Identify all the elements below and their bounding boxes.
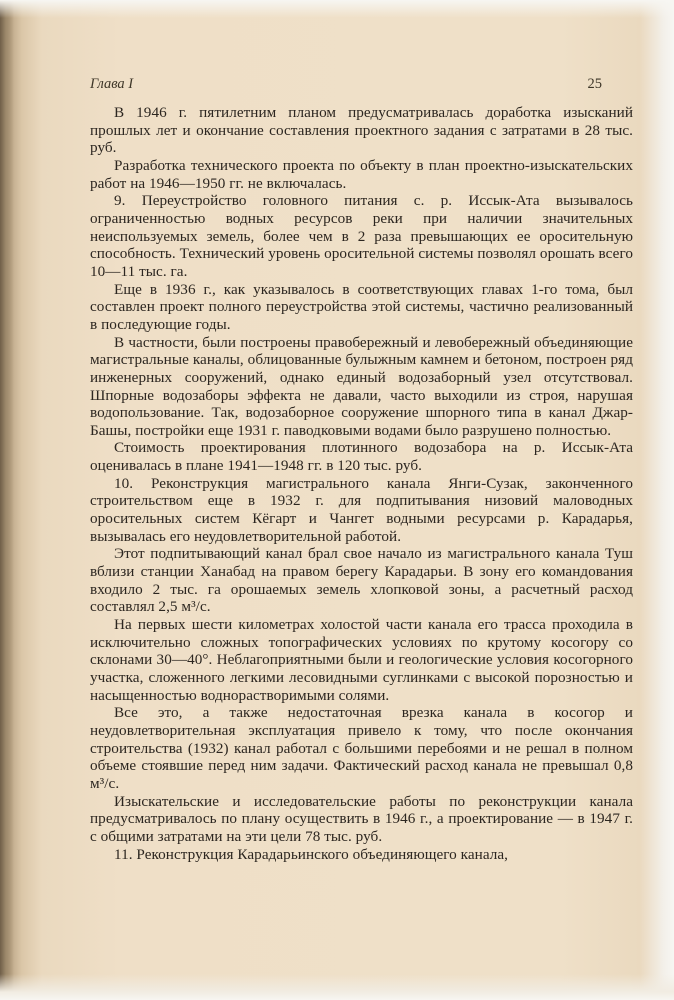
paragraph: Еще в 1936 г., как указывалось в соответствующих главах 1-го тома, был составлен проект полного переустройства этой системы, частично реализованный в последующие годы. xyxy=(90,280,633,333)
paragraph: Стоимость проектирования плотинного водозабора на р. Иссык-Ата оценивалась в плане 1941—1948 гг. в 120 тыс. руб. xyxy=(90,439,633,475)
paragraph: Этот подпитывающий канал брал свое начало из магистрального канала Туш вблизи станции Ханабад на правом берегу Карадарьи. В зону его командования входило 2 тыс. га орошаемых земель хлопковой зоны, а расчетный расход составлял 2,5 м³/с. xyxy=(90,545,633,616)
paragraph: Разработка технического проекта по объекту в план проектно-изыскательских работ на 1946—1950 гг. не включалась. xyxy=(90,156,633,192)
paragraph: В 1946 г. пятилетним планом предусматривалась доработка изысканий прошлых лет и окончание составления проектного задания с затратами в 28 тыс. руб. xyxy=(90,104,633,157)
paragraph: В частности, были построены правобережный и левобережный объединяющие магистральные каналы, облицованные булыжным камнем и бетоном, построен ряд инженерных сооружений, однако единый водозаборный узел отсутствовал. Шпорные водозаборы эффекта не давали, часто выходили из строя, нарушая водопользование. Так, водозаборное сооружение шпорного типа в канал Джар-Башы, постройки еще 1931 г. паводковыми водами было разрушено полностью. xyxy=(90,333,633,439)
book-spine-shadow xyxy=(0,0,14,1000)
paragraph: 9. Переустройство головного питания с. р. Иссык-Ата вызывалось ограниченностью водных ресурсов реки при наличии значительных неиспользуемых земель, более чем в 2 раза превышающих ее оросительную способность. Технический уровень оросительной системы позволял орошать всего 10—11 тыс. га. xyxy=(90,192,633,280)
page-number: 25 xyxy=(587,76,602,92)
paragraph: 11. Реконструкция Карадарьинского объединяющего канала, xyxy=(114,845,509,863)
paragraph: Изыскательские и исследовательские работы по реконструкции канала предусматривалось по плану осуществить в 1946 г., а проектирование — в 1947 г. с общими затратами на эти цели 78 тыс. руб. xyxy=(90,792,633,845)
page-top-edge xyxy=(0,0,674,18)
paragraph: На первых шести километрах холостой части канала его трасса проходила в исключительно сложных топографических условиях по крутому косогору со склонами 30—40°. Неблагоприятными были и геологические условия косогорного участка, сложенного легкими лесовидными суглинками с высокой порозностью и насыщенностью воднорастворимыми солями. xyxy=(90,616,633,704)
chapter-label: Глава I xyxy=(90,76,134,92)
running-header xyxy=(90,76,602,96)
paragraph: Все это, а также недостаточная врезка канала в косогор и неудовлетворительная эксплуатация привело к тому, что после окончания строительства (1932) канал работал с большими перебоями и не решал в полном объеме стоявшие перед ним задачи. Фактический расход канала не превышал 0,8 м³/с. xyxy=(90,704,633,792)
body-text xyxy=(90,104,633,863)
page-bottom-edge xyxy=(0,974,674,1000)
paragraph: 10. Реконструкция магистрального канала Янги-Сузак, законченного строительством еще в 1932 г. для подпитывания низовий маловодных оросительных систем Кёгарт и Чангет водными ресурсами р. Карадарья, вызывалась его неудовлетворительной работой. xyxy=(90,474,633,545)
